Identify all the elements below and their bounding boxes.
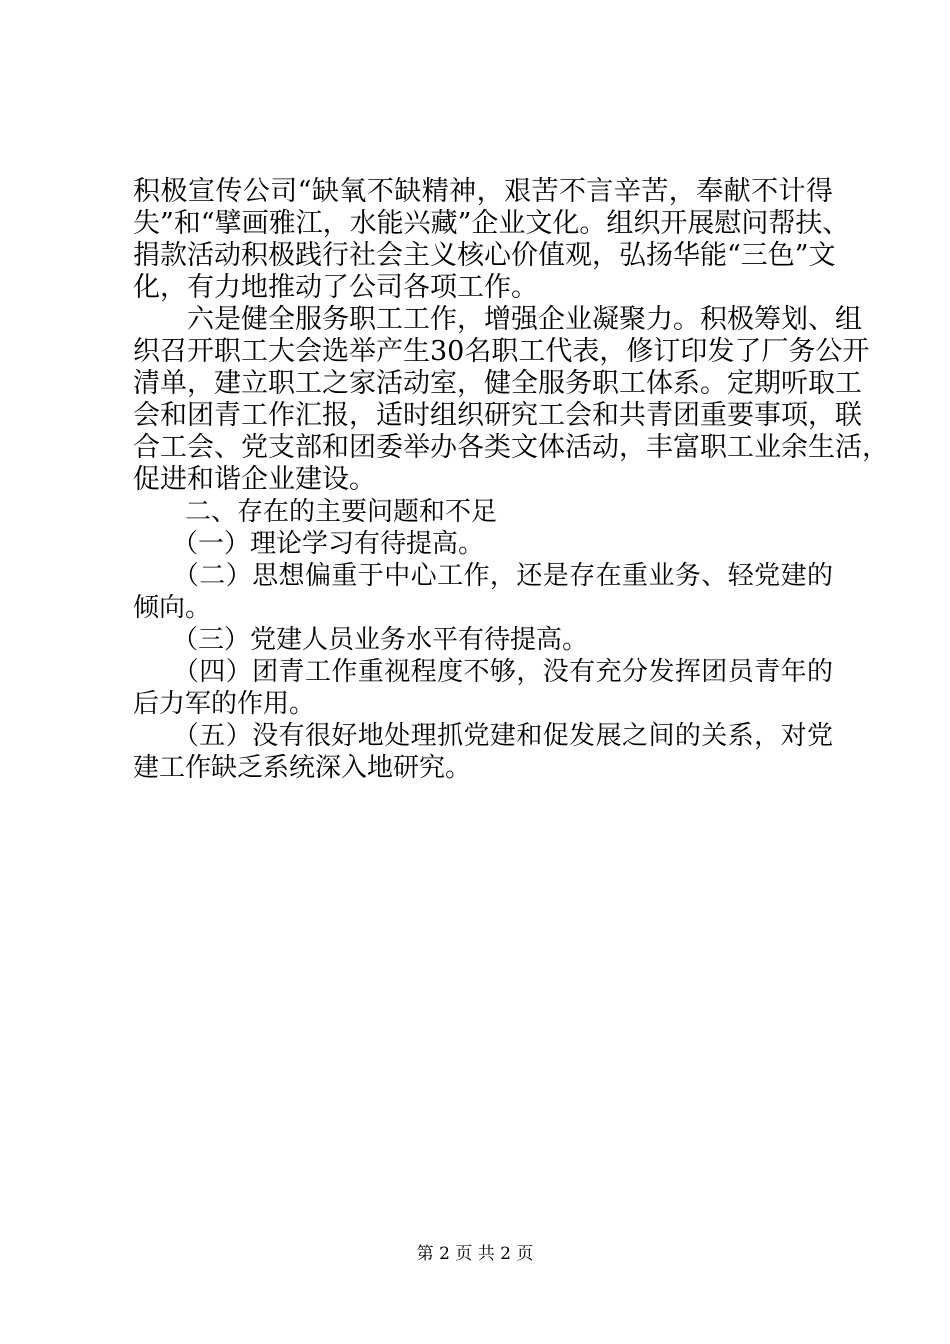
section-heading: 二、存在的主要问题和不足: [133, 497, 498, 527]
paragraph-line-10: 促进和谐企业建设。: [133, 464, 376, 495]
issue-item-2-line-2: 倾向。: [133, 593, 212, 623]
paragraph-line-5: 六是健全服务职工工作，增强企业凝聚力。积极筹划、组: [133, 304, 862, 335]
paragraph-line-3: 捐款活动积极践行社会主义核心价值观，弘扬华能“三色”文: [133, 240, 836, 271]
paragraph-line-7: 清单，建立职工之家活动室，健全服务职工体系。定期听取工: [133, 368, 862, 399]
issue-item-3: （三）党建人员业务水平有待提高。: [133, 625, 589, 655]
paragraph-line-6: 织召开职工大会选举产生30名职工代表，修订印发了厂务公开: [133, 336, 870, 367]
issue-item-2-line-1: （二）思想偏重于中心工作，还是存在重业务、轻党建的: [133, 561, 833, 591]
issue-item-5-line-2: 建工作缺乏系统深入地研究。: [133, 753, 472, 783]
issue-item-4-line-1: （四）团青工作重视程度不够，没有充分发挥团员青年的: [133, 657, 833, 687]
paragraph-line-9: 合工会、党支部和团委举办各类文体活动，丰富职工业余生活，: [133, 432, 889, 463]
page-footer: 第 2 页 共 2 页: [416, 1244, 534, 1264]
issue-item-1: （一）理论学习有待提高。: [133, 529, 485, 559]
paragraph-line-2: 失”和“擘画雅江，水能兴藏”企业文化。组织开展慰问帮扶、: [133, 208, 850, 239]
paragraph-line-8: 会和团青工作汇报，适时组织研究工会和共青团重要事项，联: [133, 400, 862, 431]
paragraph-line-1: 积极宣传公司“缺氧不缺精神，艰苦不言辛苦，奉献不计得: [133, 176, 833, 207]
issue-item-4-line-2: 后力军的作用。: [133, 689, 316, 719]
issue-item-5-line-1: （五）没有很好地处理抓党建和促发展之间的关系，对党: [133, 721, 833, 751]
paragraph-line-4: 化，有力地推动了公司各项工作。: [133, 272, 538, 303]
